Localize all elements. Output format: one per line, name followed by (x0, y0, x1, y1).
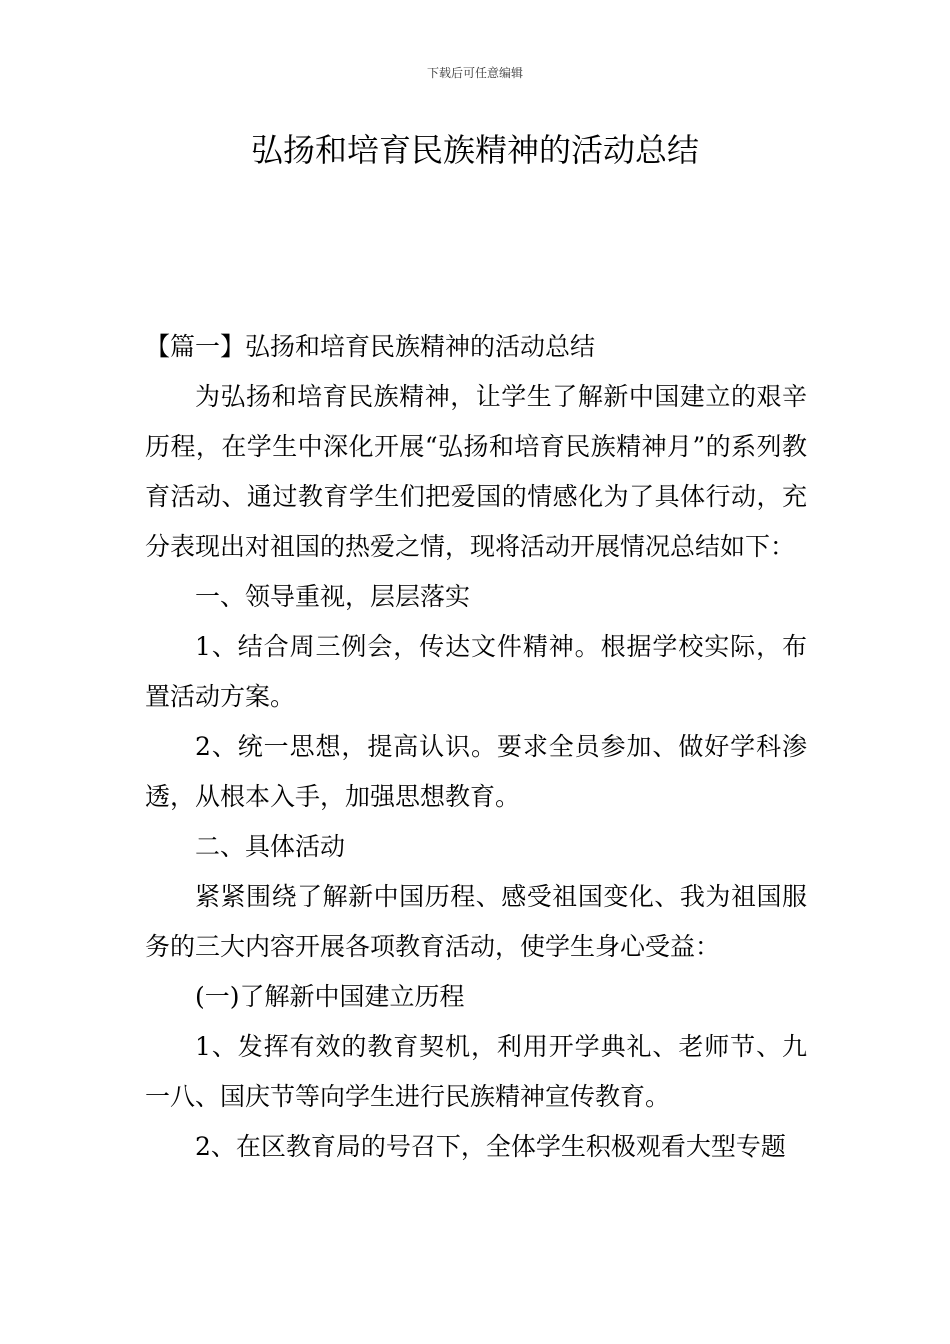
body-paragraph: 1、结合周三例会，传达文件精神。根据学校实际，布置活动方案。 (145, 632, 807, 711)
body-paragraph: 紧紧围绕了解新中国历程、感受祖国变化、我为祖国服务的三大内容开展各项教育活动，使学生身心受益： (145, 882, 807, 961)
section-heading: 【篇一】弘扬和培育民族精神的活动总结 (145, 332, 596, 361)
subsection-heading: (一)了解新中国建立历程 (195, 982, 465, 1011)
body-paragraph: 为弘扬和培育民族精神，让学生了解新中国建立的艰辛历程，在学生中深化开展“弘扬和培育民族精神月”的系列教育活动、通过教育学生们把爱国的情感化为了具体行动，充分表现出对祖国的热爱之情，现将活动开展情况总结如下： (145, 382, 807, 561)
document-title: 弘扬和培育民族精神的活动总结 (250, 131, 699, 169)
document-body (145, 322, 807, 1172)
header-note: 下载后可任意编辑 (426, 66, 523, 80)
section-heading: 二、具体活动 (195, 832, 346, 861)
body-paragraph: 2、统一思想，提高认识。要求全员参加、做好学科渗透，从根本入手，加强思想教育。 (145, 732, 807, 811)
body-paragraph: 2、在区教育局的号召下，全体学生积极观看大型专题 (195, 1132, 786, 1161)
body-paragraph: 1、发挥有效的教育契机，利用开学典礼、老师节、九一八、国庆节等向学生进行民族精神宣传教育。 (145, 1032, 807, 1111)
section-heading: 一、领导重视，层层落实 (195, 582, 471, 611)
